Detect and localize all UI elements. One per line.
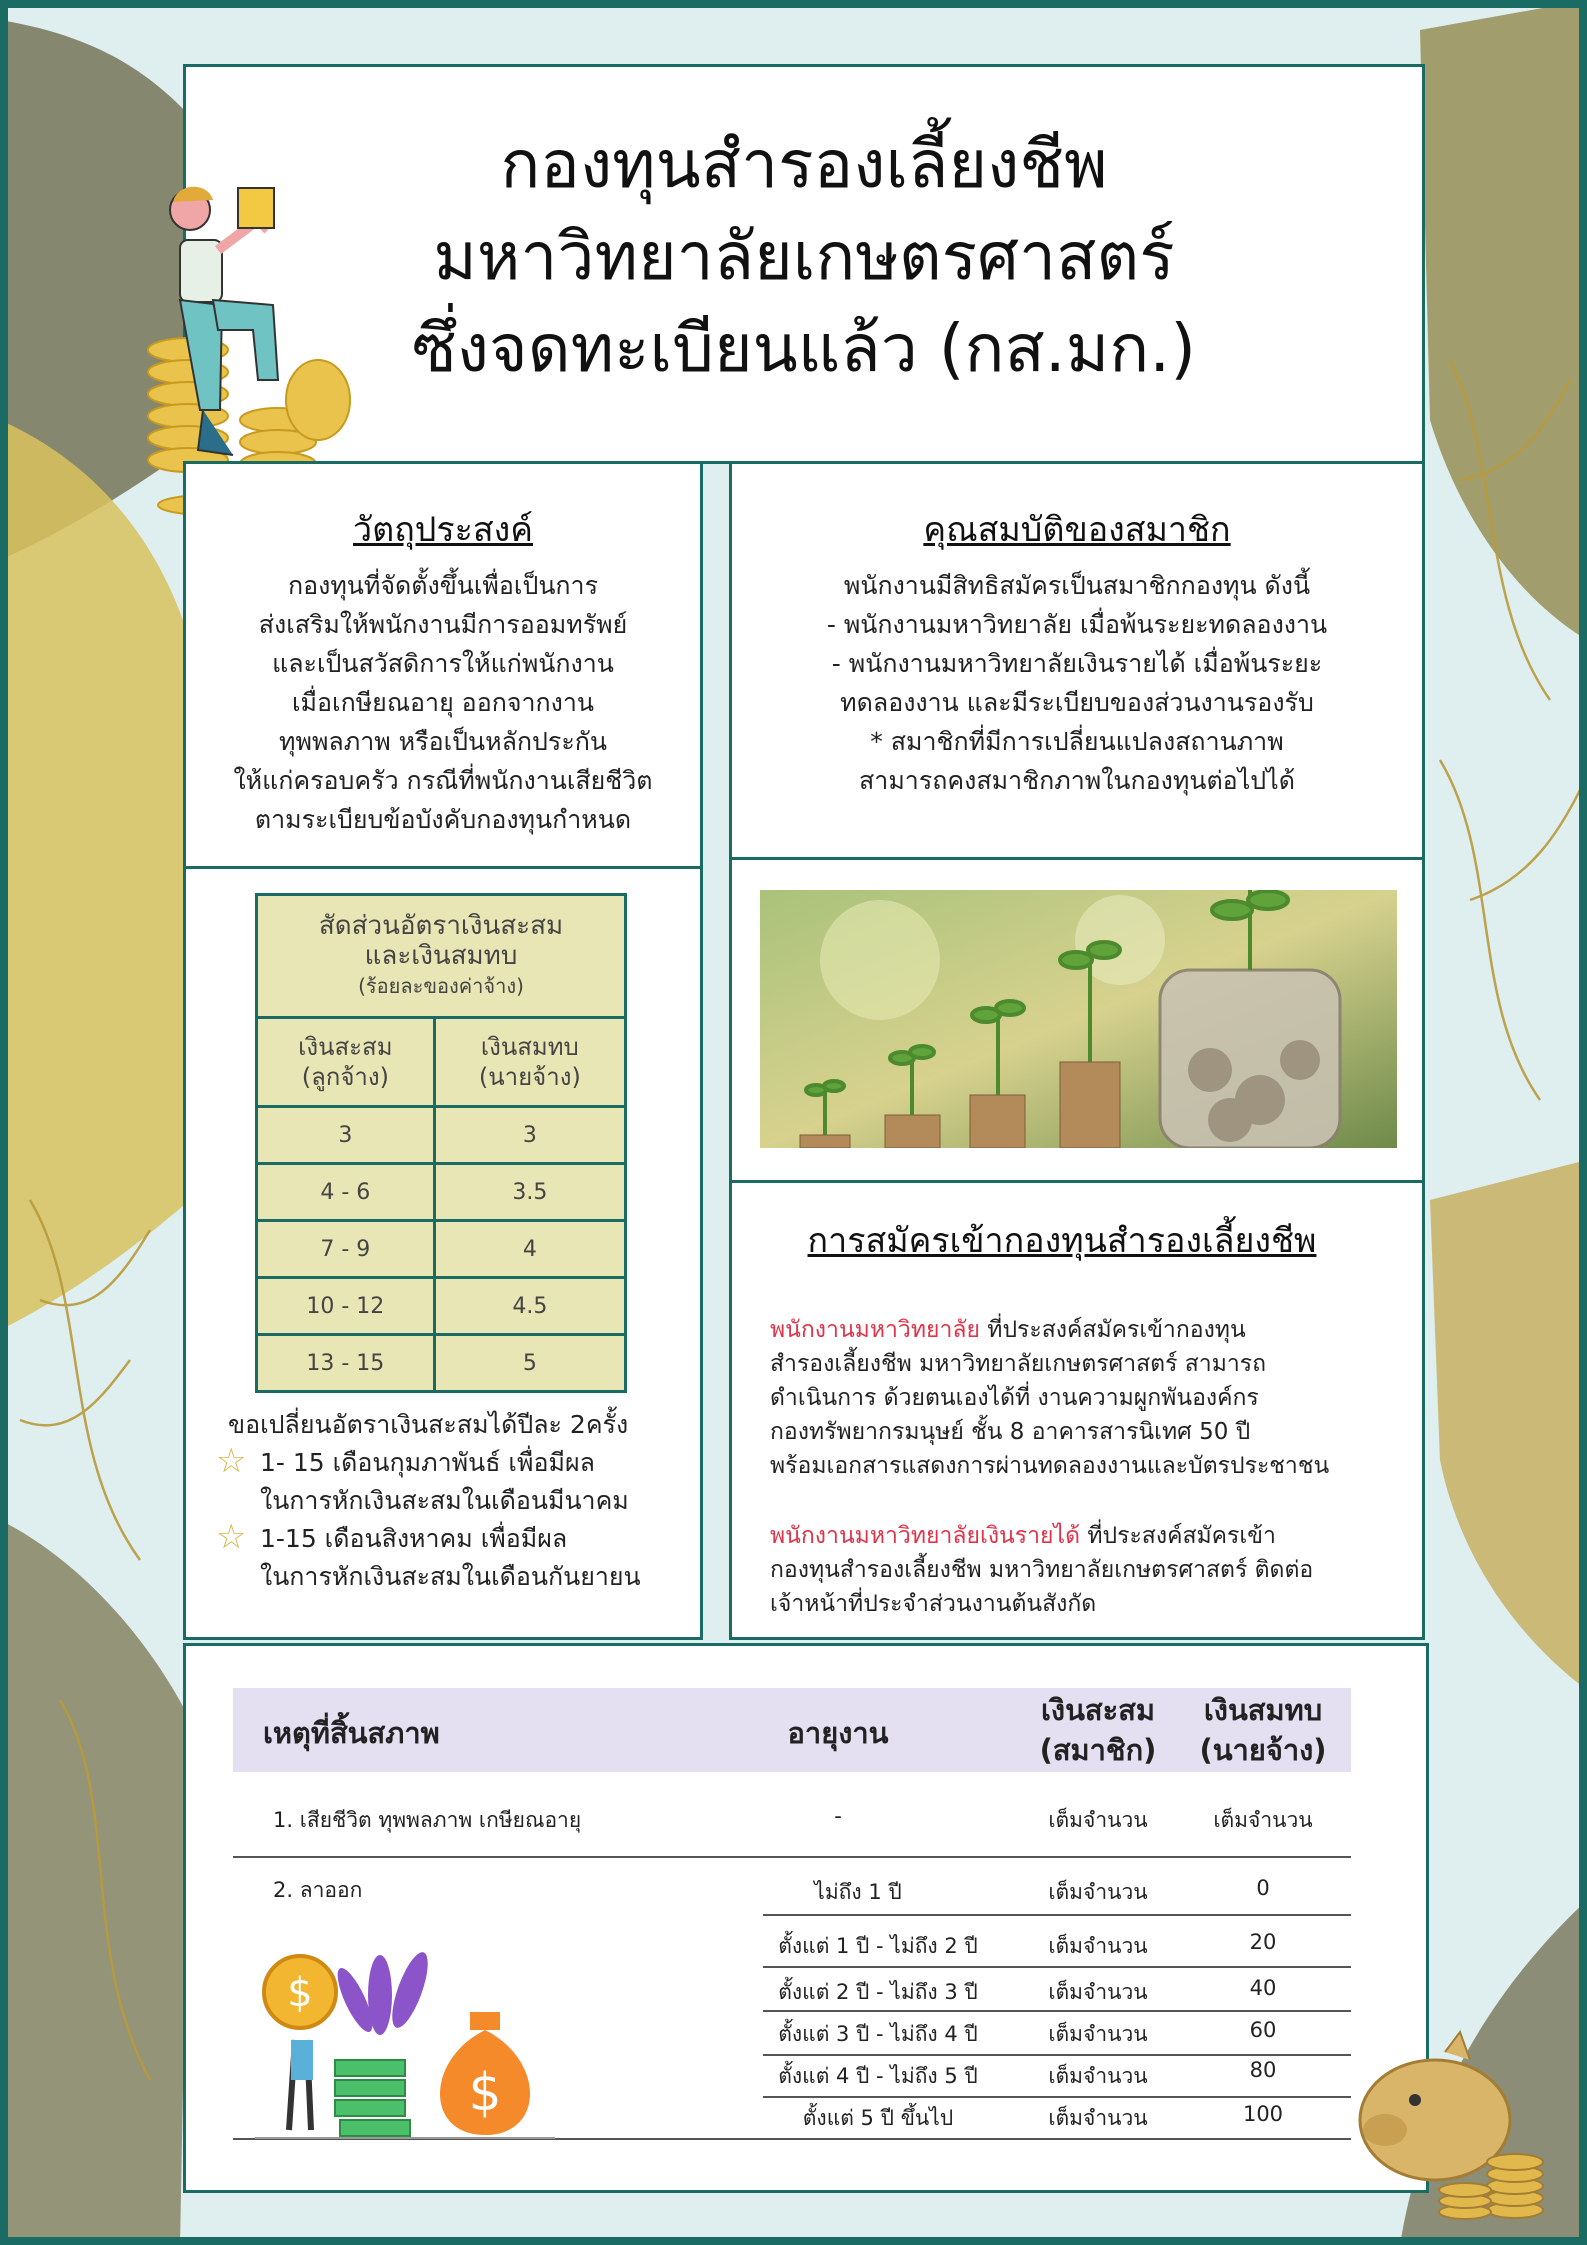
resign-tenure: ตั้งแต่ 2 ปี - ไม่ถึง 3 ปี bbox=[778, 1980, 978, 2004]
rate-saving-cell: 4 - 6 bbox=[257, 1164, 435, 1221]
resign-contribution: 20 bbox=[1249, 1930, 1277, 1954]
resign-contribution: 100 bbox=[1242, 2102, 1284, 2126]
row-1-saving: เต็มจำนวน bbox=[1048, 1808, 1148, 1832]
row-2-reason: 2. ลาออก bbox=[273, 1878, 363, 1902]
divider bbox=[763, 1914, 1351, 1916]
divider bbox=[233, 1856, 1351, 1858]
qualification-text bbox=[732, 566, 1422, 800]
header-reason: เหตุที่สิ้นสภาพ bbox=[263, 1716, 440, 1750]
objective-line: กองทุนที่จัดตั้งขึ้นเพื่อเป็นการ bbox=[287, 571, 599, 600]
table-row bbox=[257, 1107, 626, 1164]
plant-coin-photo bbox=[760, 890, 1397, 1148]
header-contribution bbox=[1183, 1690, 1343, 1770]
application-panel bbox=[729, 1180, 1425, 1640]
resign-saving: เต็มจำนวน bbox=[1048, 1980, 1148, 2004]
change-note-item-2-line-1: 1-15 เดือนสิงหาคม เพื่อมีผล bbox=[260, 1524, 568, 1553]
title-line-3: ซึ่งจดทะเบียนแล้ว (กส.มก.) bbox=[412, 310, 1196, 387]
rate-table-header bbox=[257, 895, 626, 1018]
application-p2-line-1-rest: ที่ประสงค์สมัครเข้า bbox=[1080, 1523, 1276, 1549]
application-heading: การสมัครเข้ากองทุนสำรองเลี้ยงชีพ bbox=[807, 1221, 1317, 1261]
rate-header-line-1: สัดส่วนอัตราเงินสะสม bbox=[318, 911, 564, 941]
row-1-reason: 1. เสียชีวิต ทุพพลภาพ เกษียณอายุ bbox=[273, 1808, 582, 1832]
svg-text:$: $ bbox=[287, 1970, 313, 2016]
resign-saving: เต็มจำนวน bbox=[1048, 2106, 1148, 2130]
rate-col-contribution-line-2: (นายจ้าง) bbox=[478, 1063, 581, 1091]
star-icon: ☆ bbox=[216, 1517, 247, 1557]
qualification-line: ทดลองงาน และมีระเบียบของส่วนงานรองรับ bbox=[840, 688, 1314, 717]
rate-header-line-2: และเงินสมทบ bbox=[364, 941, 518, 971]
application-p1-line-3: ดำเนินการ ด้วยตนเองได้ที่ งานความผูกพันองค์กร bbox=[770, 1385, 1259, 1411]
application-p1-line-4: กองทรัพยากรมนุษย์ ชั้น 8 อาคารสารนิเทศ 50 ปี bbox=[770, 1419, 1251, 1445]
resign-tenure: ตั้งแต่ 5 ปี ขึ้นไป bbox=[802, 2106, 954, 2130]
qualification-line: พนักงานมีสิทธิสมัครเป็นสมาชิกกองทุน ดังนี้ bbox=[843, 571, 1311, 600]
piggy-bank-illustration bbox=[1345, 2030, 1565, 2220]
resign-tenure: ตั้งแต่ 3 ปี - ไม่ถึง 4 ปี bbox=[778, 2022, 978, 2046]
divider bbox=[763, 2010, 1351, 2012]
resign-saving: เต็มจำนวน bbox=[1048, 2022, 1148, 2046]
divider bbox=[763, 2054, 1351, 2056]
rate-saving-cell: 7 - 9 bbox=[257, 1221, 435, 1278]
header-saving-line-1: เงินสะสม bbox=[1041, 1693, 1155, 1727]
employee-type-label: พนักงานมหาวิทยาลัย bbox=[770, 1317, 980, 1343]
objective-panel bbox=[183, 461, 703, 871]
application-paragraph-1 bbox=[770, 1313, 1422, 1483]
resign-contribution: 0 bbox=[1256, 1876, 1270, 1900]
application-p1-line-2: สำรองเลี้ยงชีพ มหาวิทยาลัยเกษตรศาสตร์ สามารถ bbox=[770, 1351, 1267, 1377]
rate-contribution-cell: 4.5 bbox=[434, 1278, 625, 1335]
table-row bbox=[257, 1335, 626, 1392]
objective-line: ให้แก่ครอบครัว กรณีที่พนักงานเสียชีวิต bbox=[233, 766, 653, 795]
objective-line: ส่งเสริมให้พนักงานมีการออมทรัพย์ bbox=[258, 610, 628, 639]
resign-contribution: 40 bbox=[1249, 1976, 1277, 2000]
rate-contribution-cell: 3.5 bbox=[434, 1164, 625, 1221]
resign-saving: เต็มจำนวน bbox=[1048, 1934, 1148, 1958]
rate-col-contribution-line-1: เงินสมทบ bbox=[480, 1033, 579, 1061]
divider bbox=[763, 1966, 1351, 1968]
employee-type-label: พนักงานมหาวิทยาลัยเงินรายได้ bbox=[770, 1523, 1081, 1549]
qualification-line: สามารถคงสมาชิกภาพในกองทุนต่อไปได้ bbox=[859, 766, 1295, 795]
change-note-intro: ขอเปลี่ยนอัตราเงินสะสมได้ปีละ 2ครั้ง bbox=[228, 1410, 629, 1439]
objective-line: ตามระเบียบข้อบังคับกองทุนกำหนด bbox=[254, 805, 632, 834]
table-row bbox=[257, 1164, 626, 1221]
header-contribution-line-1: เงินสมทบ bbox=[1203, 1693, 1323, 1727]
application-p1-line-1-rest: ที่ประสงค์สมัครเข้ากองทุน bbox=[979, 1317, 1246, 1343]
application-p2-line-2: กองทุนสำรองเลี้ยงชีพ มหาวิทยาลัยเกษตรศาสตร์ ติดต่อ bbox=[770, 1557, 1314, 1583]
resign-saving: เต็มจำนวน bbox=[1048, 1880, 1148, 1904]
qualification-panel bbox=[729, 461, 1425, 861]
change-note-item-2-line-2: ในการหักเงินสะสมในเดือนกันยายน bbox=[260, 1562, 641, 1591]
contribution-rate-table bbox=[255, 893, 627, 1393]
change-note-item-2 bbox=[216, 1517, 698, 1596]
row-1-contribution: เต็มจำนวน bbox=[1213, 1808, 1313, 1832]
title-line-1: กองทุนสำรองเลี้ยงชีพ bbox=[500, 126, 1108, 203]
rate-col-saving-line-1: เงินสะสม bbox=[298, 1033, 393, 1061]
money-bag-illustration bbox=[255, 1950, 555, 2140]
rate-col-saving-line-2: (ลูกจ้าง) bbox=[301, 1063, 389, 1091]
change-note-item-1-line-1: 1- 15 เดือนกุมภาพันธ์ เพื่อมีผล bbox=[260, 1448, 595, 1477]
change-note-item-1 bbox=[216, 1441, 698, 1520]
resign-tenure: ตั้งแต่ 1 ปี - ไม่ถึง 2 ปี bbox=[778, 1934, 978, 1958]
rate-col-saving bbox=[257, 1018, 435, 1107]
svg-text:$: $ bbox=[468, 2063, 502, 2123]
resign-contribution: 60 bbox=[1249, 2018, 1277, 2042]
rate-saving-cell: 13 - 15 bbox=[257, 1335, 435, 1392]
application-p1-line-1 bbox=[770, 1313, 1422, 1347]
rate-contribution-cell: 3 bbox=[434, 1107, 625, 1164]
application-p1-line-5: พร้อมเอกสารแสดงการผ่านทดลองงานและบัตรประชาชน bbox=[770, 1453, 1330, 1479]
resign-contribution: 80 bbox=[1249, 2058, 1277, 2082]
application-p2-line-3: เจ้าหน้าที่ประจำส่วนงานต้นสังกัด bbox=[770, 1591, 1097, 1617]
title-line-2: มหาวิทยาลัยเกษตรศาสตร์ bbox=[433, 218, 1175, 295]
application-paragraph-2 bbox=[770, 1519, 1422, 1621]
application-p2-line-1 bbox=[770, 1519, 1422, 1553]
row-1-tenure: - bbox=[834, 1804, 842, 1828]
qualification-line: - พนักงานมหาวิทยาลัย เมื่อพ้นระยะทดลองงาน bbox=[826, 610, 1328, 639]
header-saving-line-2: (สมาชิก) bbox=[1039, 1733, 1157, 1767]
header-saving bbox=[1023, 1690, 1173, 1770]
table-row bbox=[257, 1221, 626, 1278]
qualification-line: * สมาชิกที่มีการเปลี่ยนแปลงสถานภาพ bbox=[870, 727, 1284, 756]
rate-contribution-cell: 5 bbox=[434, 1335, 625, 1392]
change-note bbox=[216, 1406, 698, 1596]
header-contribution-line-2: (นายจ้าง) bbox=[1199, 1733, 1327, 1767]
rate-header-line-3: (ร้อยละของค่าจ้าง) bbox=[358, 974, 524, 998]
rate-saving-cell: 3 bbox=[257, 1107, 435, 1164]
change-note-item-1-line-2: ในการหักเงินสะสมในเดือนมีนาคม bbox=[260, 1486, 629, 1515]
resign-tenure: ไม่ถึง 1 ปี bbox=[814, 1880, 902, 1904]
objective-line: ทุพพลภาพ หรือเป็นหลักประกัน bbox=[278, 727, 607, 756]
objective-line: และเป็นสวัสดิการให้แก่พนักงาน bbox=[272, 649, 614, 678]
rate-saving-cell: 10 - 12 bbox=[257, 1278, 435, 1335]
qualification-heading: คุณสมบัติของสมาชิก bbox=[923, 510, 1231, 550]
rate-col-contribution bbox=[434, 1018, 625, 1107]
termination-table bbox=[233, 1688, 1351, 2130]
termination-table-header bbox=[233, 1688, 1351, 1772]
resign-saving: เต็มจำนวน bbox=[1048, 2064, 1148, 2088]
title-panel bbox=[183, 64, 1425, 464]
objective-text bbox=[186, 566, 700, 839]
objective-line: เมื่อเกษียณอายุ ออกจากงาน bbox=[291, 688, 594, 717]
qualification-line: - พนักงานมหาวิทยาลัยเงินรายได้ เมื่อพ้นระยะ bbox=[831, 649, 1323, 678]
resign-tenure: ตั้งแต่ 4 ปี - ไม่ถึง 5 ปี bbox=[778, 2064, 978, 2088]
table-row bbox=[257, 1278, 626, 1335]
header-tenure: อายุงาน bbox=[787, 1716, 889, 1750]
objective-heading: วัตถุประสงค์ bbox=[353, 510, 533, 550]
divider bbox=[763, 2096, 1351, 2098]
star-icon: ☆ bbox=[216, 1441, 247, 1481]
rate-contribution-cell: 4 bbox=[434, 1221, 625, 1278]
